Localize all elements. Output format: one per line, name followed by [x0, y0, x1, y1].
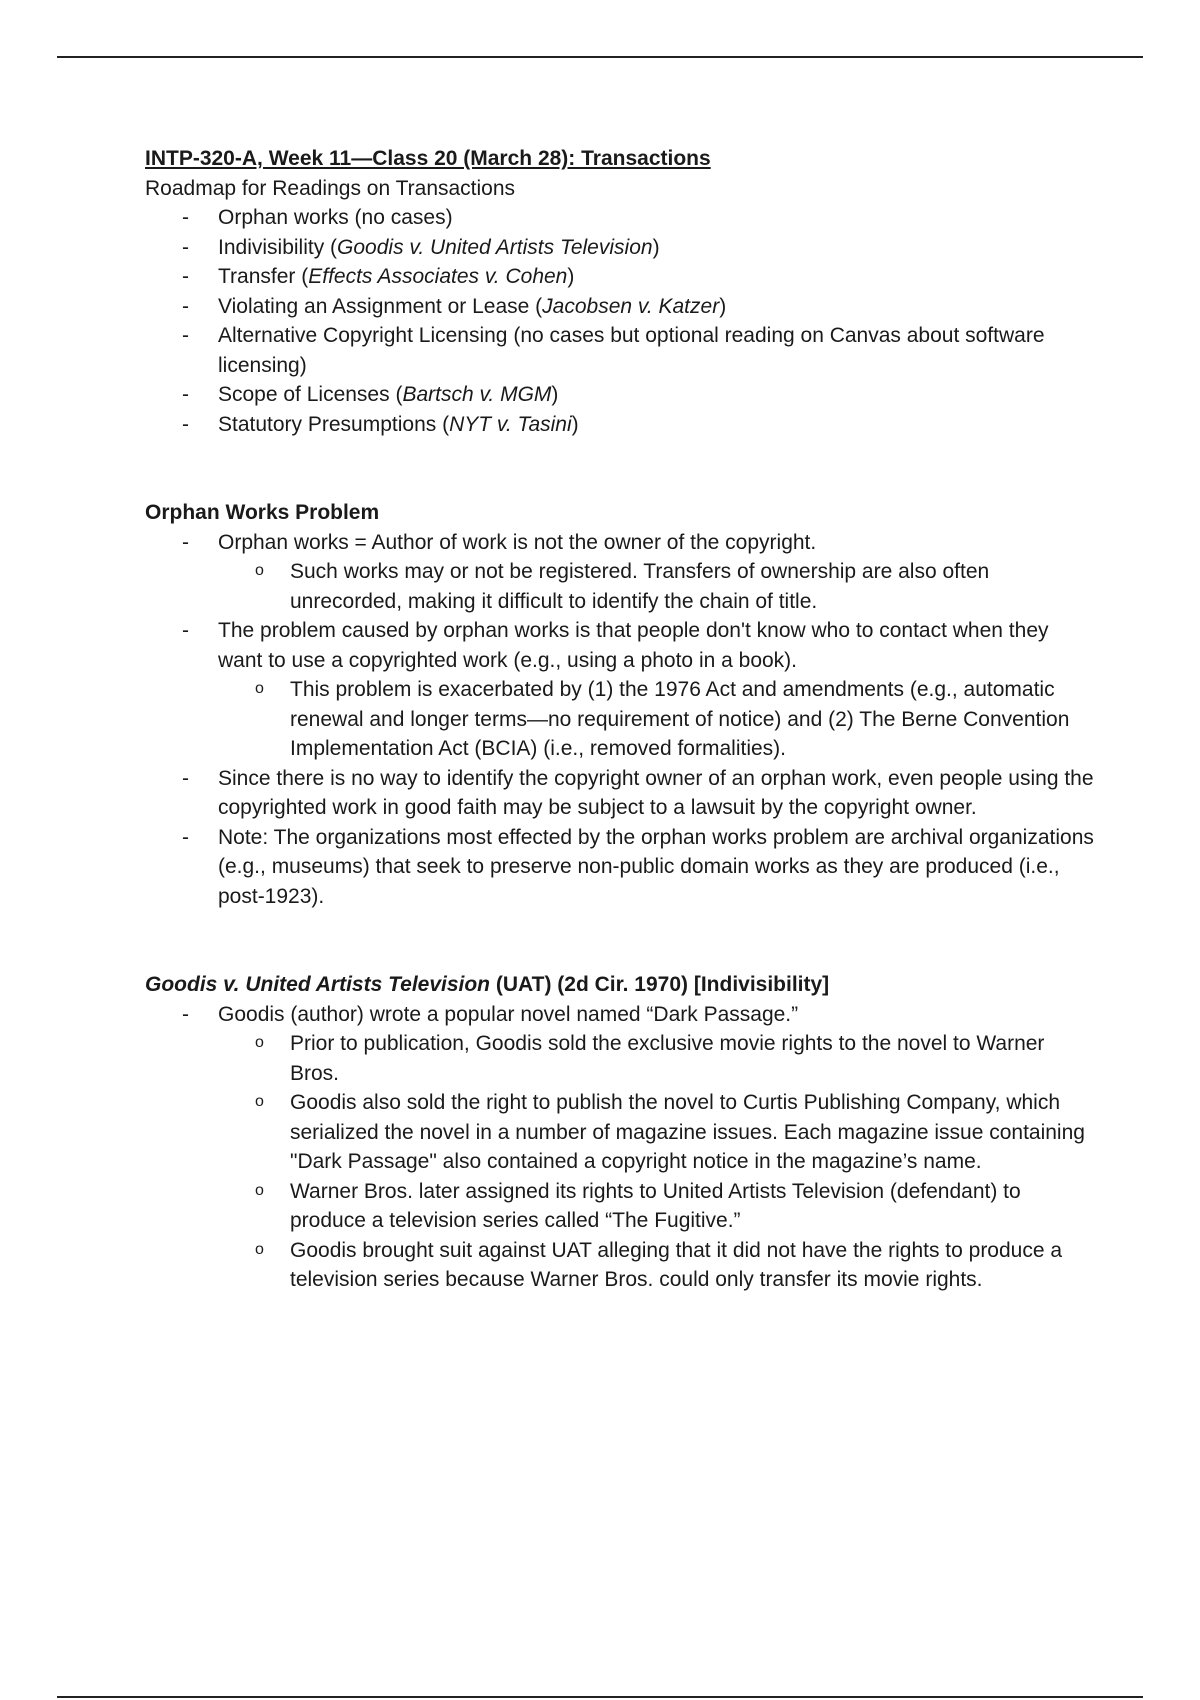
bullet: - Goodis (author) wrote a popular novel named “Dark Passage.” [145, 1000, 1095, 1030]
roadmap-item: - Violating an Assignment or Lease (Jacobsen v. Katzer) [145, 292, 1095, 322]
roadmap-item: - Indivisibility (Goodis v. United Artists Television) [145, 233, 1095, 263]
orphan-works-heading: Orphan Works Problem [145, 501, 380, 524]
goodis-heading: Goodis v. United Artists Television (UAT) (2d Cir. 1970) [Indivisibility] [145, 973, 830, 996]
document-body [145, 144, 1095, 1295]
bullet: - The problem caused by orphan works is that people don't know who to contact when they want to use a copyrighted work (e.g., using a photo in a book). [145, 616, 1095, 675]
sub-bullet: o Such works may or not be registered. Transfers of ownership are also often unrecorded, making it difficult to identify the chain of title. [145, 557, 1095, 616]
bullet: - Orphan works = Author of work is not the owner of the copyright. [145, 528, 1095, 558]
footer-rule [57, 1696, 1143, 1698]
page-title: INTP-320-A, Week 11—Class 20 (March 28): Transactions [145, 147, 711, 170]
header-rule [57, 56, 1143, 58]
bullet: - Note: The organizations most effected by the orphan works problem are archival organizations (e.g., museums) that seek to preserve non-public domain works as they are produced (i.e., post-1923). [145, 823, 1095, 912]
sub-bullet: o This problem is exacerbated by (1) the 1976 Act and amendments (e.g., automatic renewal and longer terms—no requirement of notice) and (2) The Berne Convention Implementation Act (BCIA) (i.e., removed formalities). [145, 675, 1095, 764]
bullet: - Since there is no way to identify the copyright owner of an orphan work, even people using the copyrighted work in good faith may be subject to a lawsuit by the copyright owner. [145, 764, 1095, 823]
roadmap-item: - Scope of Licenses (Bartsch v. MGM) [145, 380, 1095, 410]
sub-bullet: o Goodis brought suit against UAT alleging that it did not have the rights to produce a television series because Warner Bros. could only transfer its movie rights. [145, 1236, 1095, 1295]
roadmap-item: - Statutory Presumptions (NYT v. Tasini) [145, 410, 1095, 440]
roadmap-item: - Orphan works (no cases) [145, 203, 1095, 233]
roadmap-item: - Alternative Copyright Licensing (no cases but optional reading on Canvas about software licensing) [145, 321, 1095, 380]
roadmap-item: - Transfer (Effects Associates v. Cohen) [145, 262, 1095, 292]
roadmap-intro: Roadmap for Readings on Transactions [145, 176, 516, 200]
sub-bullet: o Warner Bros. later assigned its rights to United Artists Television (defendant) to produce a television series called “The Fugitive.” [145, 1177, 1095, 1236]
sub-bullet: o Prior to publication, Goodis sold the exclusive movie rights to the novel to Warner Bros. [145, 1029, 1095, 1088]
sub-bullet: o Goodis also sold the right to publish the novel to Curtis Publishing Company, which serialized the novel in a number of magazine issues. Each magazine issue containing "Dark Passage" also contained a copyright notice in the magazine’s name. [145, 1088, 1095, 1177]
